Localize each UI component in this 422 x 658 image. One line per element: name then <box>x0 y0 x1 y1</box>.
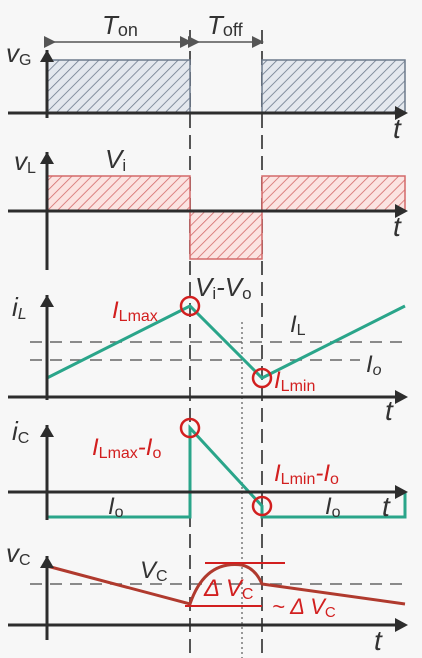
vl-vi-label: Vi <box>105 144 127 175</box>
vg-y-arrow <box>40 50 54 62</box>
vl-negative-area <box>190 211 262 259</box>
vg-next-pulse <box>262 60 405 113</box>
ic-y-arrow <box>40 425 54 437</box>
il-min-label: ILmin <box>274 367 316 395</box>
ic-peak-label: ILmax-Io <box>92 434 162 462</box>
panel-vg <box>6 38 408 144</box>
vl-time-label: t <box>393 211 401 242</box>
il-time-label: t <box>385 395 393 426</box>
il-average-label: IL <box>290 311 306 339</box>
vg-axis-label: vG <box>6 38 32 69</box>
ic-trough-label: ILmin-Io <box>274 460 339 488</box>
ic-io-left-label: Io <box>108 493 124 521</box>
il-axis-label: iL <box>12 292 27 323</box>
t-on-label: Ton <box>102 10 138 40</box>
vc-x-arrow <box>395 618 408 632</box>
panel-vc <box>6 538 410 656</box>
vc-ripple-label: Δ VC <box>204 575 254 603</box>
vc-average-label: VC <box>140 557 168 585</box>
vc-time-label: t <box>374 625 382 656</box>
il-x-arrow <box>395 390 408 404</box>
vl-positive-area-next <box>262 176 405 211</box>
panel-vl <box>8 144 408 303</box>
vc-axis-label: vC <box>6 538 31 569</box>
vl-y-arrow <box>40 152 54 164</box>
ic-axis-label: iC <box>12 416 30 447</box>
t-off-label: Toff <box>207 10 243 40</box>
vl-vi-minus-vo-label: Vi-Vo <box>195 272 252 303</box>
vc-y-arrow <box>40 556 54 568</box>
vl-axis-label: vL <box>14 146 36 177</box>
ic-waveform <box>47 428 405 517</box>
il-y-arrow <box>40 295 54 307</box>
panel-ic <box>8 416 408 522</box>
il-output-label: Io <box>366 351 382 379</box>
vc-approx-label: ~ Δ VC <box>272 594 336 621</box>
ic-io-right-label: Io <box>325 493 341 521</box>
vl-positive-area <box>47 176 190 211</box>
panel-il <box>8 292 410 426</box>
vg-on-pulse <box>47 60 190 113</box>
ic-time-label: t <box>382 491 390 522</box>
il-max-label: ILmax <box>112 297 158 325</box>
vg-time-label: t <box>393 113 401 144</box>
